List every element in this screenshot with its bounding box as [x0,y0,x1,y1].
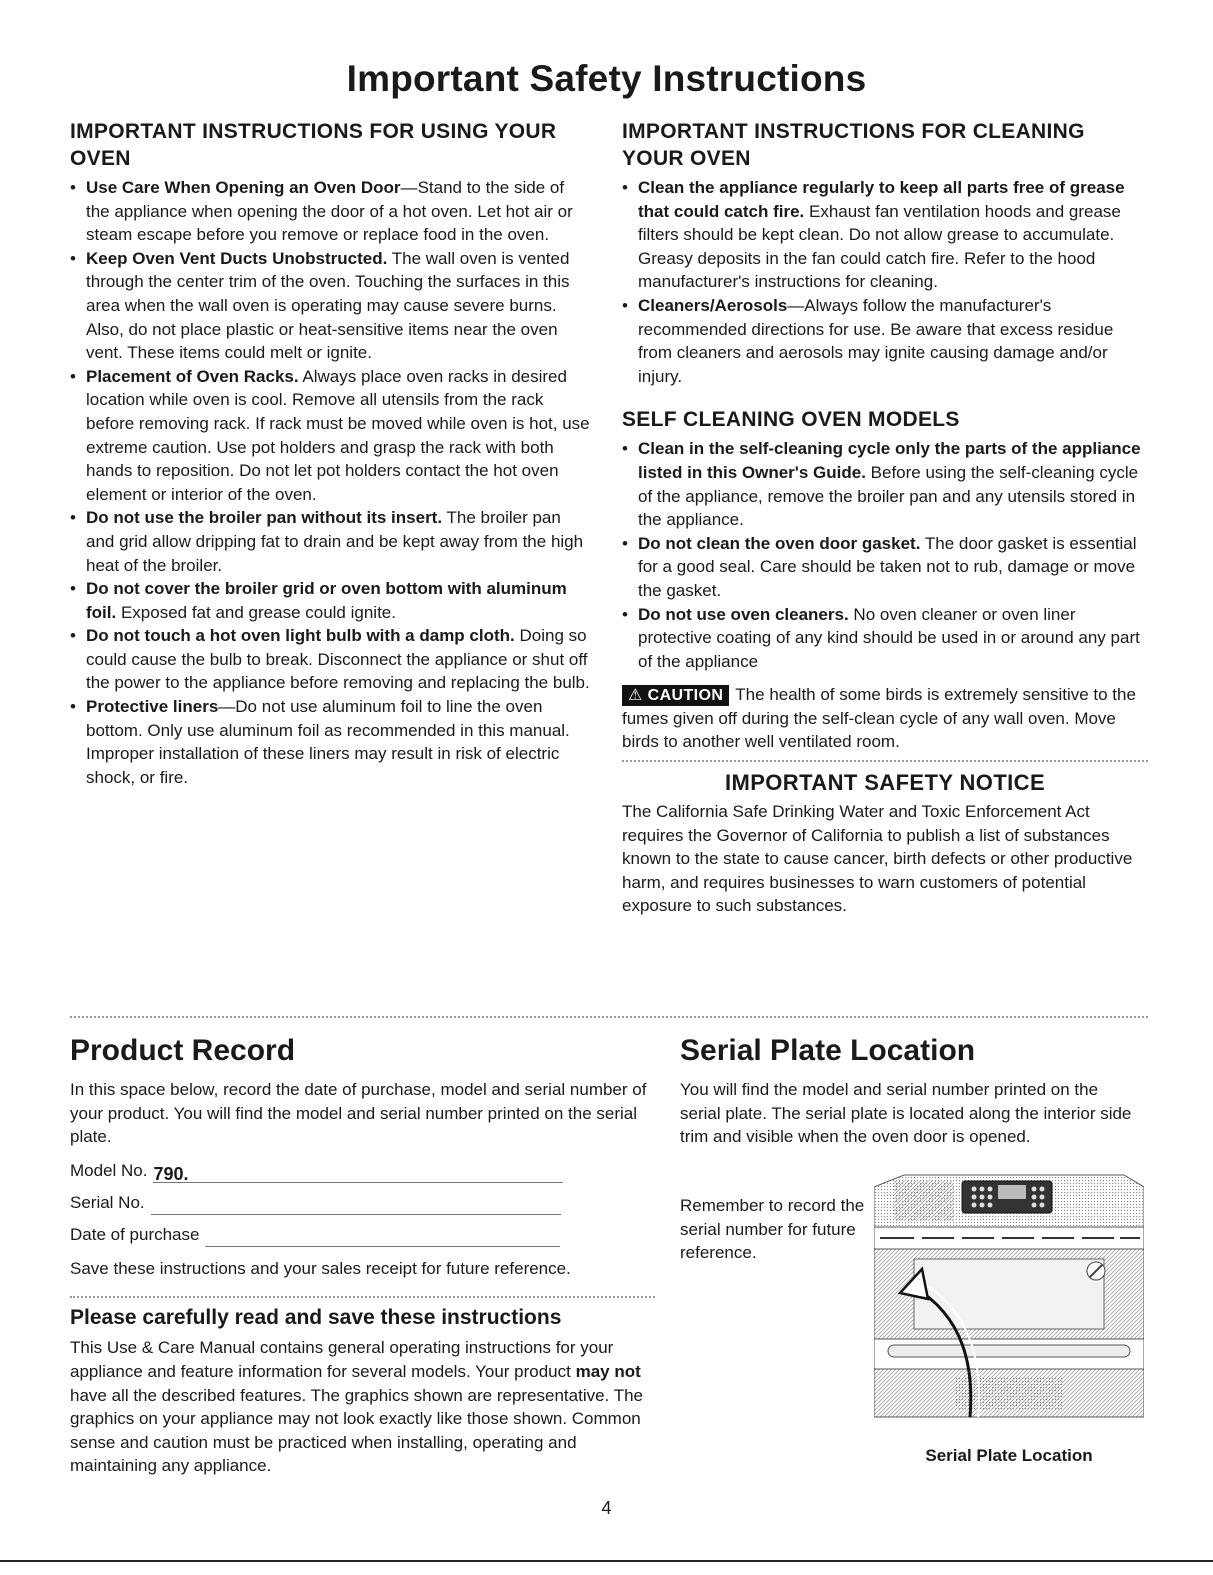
oven-illustration [874,1167,1144,1429]
serial-plate-section [680,1034,1150,1149]
bullet-item [70,365,590,507]
date-line [70,1223,655,1247]
serial-plate-caption: Serial Plate Location [925,1446,1093,1465]
bullet-item [70,577,590,624]
bullet-lead: Do not cover the broiler grid or oven bottom with aluminum foil. [86,579,567,622]
bullet-text: The wall oven is vented through the center trim of the oven. Touching the surfaces in this area when the wall oven is operating may cause severe burns. Also, do not place plastic or heat-sensitive items near the oven vent. These items could melt or ignite. [86,248,570,363]
bullet-lead: Use Care When Opening an Oven Door [86,178,401,197]
bullet-lead: Placement of Oven Racks. [86,366,299,386]
bullet-lead: Clean in the self-cleaning cycle only the parts of the appliance listed in this Owner's Guide. [638,439,1141,482]
bullet-lead: Do not use oven cleaners. [638,604,849,624]
serial-plate-heading: Serial Plate Location [680,1034,976,1067]
bullet-text: Stand to the side of the appliance when opening the door of a hot oven. Let hot air or steam escape before you remove or replace food in the oven. [86,178,573,245]
serial-label: Serial No. [70,1192,145,1212]
bullet-icon: • [70,697,76,717]
bullet-text: Always place oven racks in desired location while oven is cool. Remove all utensils from the rack before removing rack. If rack must be moved while oven is hot, use extreme caution. Use pot holders and grasp the rack with both hands to reposition. Do not let pot holders contact the hot oven element or interior of the oven. [86,366,590,504]
bullet-separator: — [218,697,236,717]
product-record-intro: In this space below, record the date of purchase, model and serial number of your product. You will find the model and serial number printed on the serial plate. [70,1080,647,1147]
using-section [70,118,590,789]
bullet-text: Do not use aluminum foil to line the oven bottom. Only use aluminum foil as recommended in this manual. Improper installation of these liners may result in risk of electric shock, or fire. [86,697,570,787]
section-divider [70,1016,1148,1018]
save-note: Save these instructions and your sales receipt for future reference. [70,1258,571,1278]
bullet-text: Before using the self-cleaning cycle of the appliance, remove the broiler pan and any utensils stored in the appliance. [638,462,1139,530]
bottom-rule [0,1560,1213,1562]
bullet-icon: • [70,248,76,268]
please-read-text-before: This Use & Care Manual contains general operating instructions for your appliance and feature information for several models. Your product [70,1338,614,1381]
bullet-icon: • [622,295,628,315]
please-read-text-after: have all the described features. The graphics shown are representative. The graphics on your appliance may not look exactly like those shown. Common sense and caution must be practiced when installing, operating and maintaining any appliance. [70,1385,643,1476]
caution-label: CAUTION [647,687,724,705]
bullet-lead: Cleaners/Aerosols [638,295,788,315]
divider [70,1296,655,1298]
bullet-item [70,247,590,365]
bullet-text: No oven cleaner or oven liner protective coating of any kind should be used in or around any part of the appliance [638,604,1140,671]
date-field[interactable] [205,1226,560,1247]
caution-badge [622,685,729,706]
bullet-item [622,532,1148,603]
remember-note: Remember to record the serial number for future reference. [680,1196,865,1263]
bullet-item [622,294,1148,388]
model-label: Model No. [70,1160,148,1180]
bullet-icon: • [70,178,76,197]
please-read-text [70,1336,655,1478]
notice-heading: IMPORTANT SAFETY NOTICE [724,770,1046,796]
bullet-separator: — [787,295,805,315]
bullet-item [70,506,590,577]
bullet-lead: Clean the appliance regularly to keep all parts free of grease that could catch fire. [638,178,1125,221]
page-title: Important Safety Instructions [346,58,867,99]
bullet-icon: • [70,579,76,599]
cleaning-heading: IMPORTANT INSTRUCTIONS FOR CLEANING YOUR OVEN [622,120,1085,170]
bullet-text: Always follow the manufacturer's recommended directions for use. Be aware that excess residue from cleaners and aerosols may ignite causing damage and/or injury. [638,295,1114,386]
please-read-emphasis: may not [575,1361,641,1381]
serial-plate-text: You will find the model and serial number printed on the serial plate. The serial plate is located along the interior side trim and visible when the oven door is opened. [680,1080,1132,1147]
bullet-text: The broiler pan and grid allow dripping fat to drain and be kept away from the high heat of the broiler. [86,508,584,575]
page-number: 4 [601,1498,612,1518]
bullet-lead: Protective liners [86,697,219,717]
bullet-item [70,695,590,789]
please-read-heading: Please carefully read and save these instructions [70,1306,562,1330]
bullet-lead: Do not use the broiler pan without its insert. [86,508,443,528]
bullet-icon: • [70,626,76,646]
bullet-item [70,176,590,247]
using-heading: IMPORTANT INSTRUCTIONS FOR USING YOUR OVEN [70,120,557,170]
self-cleaning-list [622,437,1148,673]
model-line [70,1159,655,1183]
bullet-item [70,624,590,695]
bullet-lead: Do not touch a hot oven light bulb with a damp cloth. [86,626,515,646]
caution-text: The health of some birds is extremely sensitive to the fumes given off during the self-clean cycle of any wall oven. Move birds to another well ventilated room. [622,685,1136,752]
bullet-icon: • [622,604,628,624]
bullet-icon: • [70,508,76,528]
bullet-text: The door gasket is essential for a good seal. Care should be taken not to rub, damage or move the gasket. [638,533,1137,600]
caution-block [622,683,1148,754]
using-list [70,176,590,789]
bullet-text: Doing so could cause the bulb to break. Disconnect the appliance or shut off the power to the appliance before removing and replacing the bulb. [86,626,590,693]
date-label: Date of purchase [70,1224,200,1244]
warning-icon: ⚠ [628,687,643,705]
bullet-text: Exhaust fan ventilation hoods and grease filters should be kept clean. Do not allow grease to accumulate. Greasy deposits in the fan could catch fire. Refer to the hood manufacturer's instructions for cleaning. [638,201,1121,292]
bullet-lead: Do not clean the oven door gasket. [638,533,921,553]
bullet-item [622,437,1148,531]
bullet-item [622,176,1148,294]
serial-field[interactable] [151,1194,561,1215]
bullet-icon: • [622,533,628,553]
oven-drawing [874,1167,1144,1429]
right-column [622,118,1148,918]
cleaning-list [622,176,1148,388]
self-cleaning-heading: SELF CLEANING OVEN MODELS [622,408,960,432]
bullet-icon: • [622,178,628,197]
model-field[interactable]: 790. [153,1162,563,1183]
serial-line [70,1191,655,1215]
bullet-text: Exposed fat and grease could ignite. [120,602,396,622]
divider [622,760,1148,762]
bullet-item [622,603,1148,674]
bullet-icon: • [622,439,628,459]
notice-text: The California Safe Drinking Water and Toxic Enforcement Act requires the Governor of California to publish a list of substances known to the state to cause cancer, birth defects or other productive harm, and requires businesses to warn customers of potential exposure to such substances. [622,802,1133,916]
product-record-section [70,1034,655,1478]
bullet-separator: — [400,178,418,197]
bullet-icon: • [70,366,76,386]
product-record-heading: Product Record [70,1034,296,1067]
bullet-lead: Keep Oven Vent Ducts Unobstructed. [86,248,388,268]
